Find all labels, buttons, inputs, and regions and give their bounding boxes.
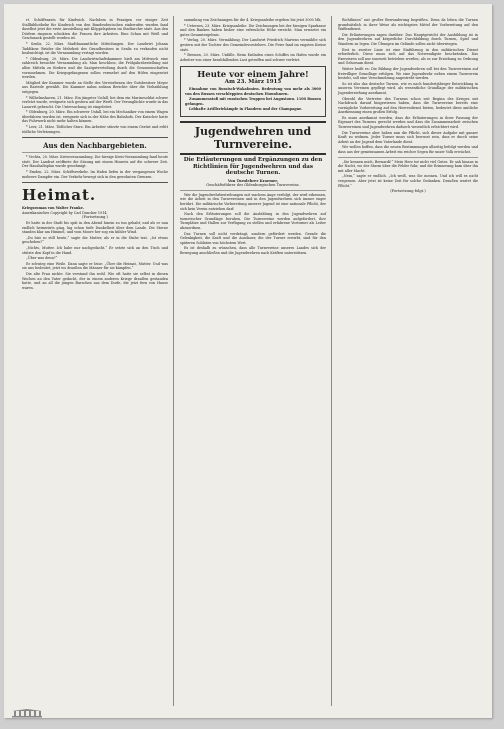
newspaper-page xyxy=(4,4,492,718)
serial-text: „Nichts, Mutter. Ich habe nur nachgedacht.“ Er setzte sich an den Tisch und stützte den Kopf in die Hand. xyxy=(22,245,168,255)
column-1 xyxy=(22,18,168,291)
feature-author-title: Geschäftsführer des Oldenburgischen Turnvereins. xyxy=(206,183,300,188)
serial-text: Die alte Frau nickte. Sie verstand ihn wohl. Wie oft hatte sie selbst in diesen Wochen an den Vater gedacht, der in einem anderen Kriege draußen gestanden hatte, und an all die jungen Burschen aus dem Dorfe, die jetzt fern von Hause waren. xyxy=(22,271,168,290)
article-text: * Oldenburg, 20. März. Die Landwirtschaftskammer hielt am Mittwoch eine zahlreich besuchte Versammlung ab. Man beschloss, die Frühjahrsbestellung mit allen Mitteln zu fördern und die Saatgutverteilung durch die Genossenschaften vorzunehmen. Die Kriegsgefangenen sollen vermehrt auf den Höfen eingesetzt werden. xyxy=(22,56,168,80)
anniversary-title: Heute vor einem Jahre! xyxy=(197,70,309,81)
anniversary-box xyxy=(180,66,326,117)
serial-text: Er hatte in der Stadt bis spät in den Abend hinein zu tun gehabt; und als er nun endlich heimwärts ging, lag schon tiefe Dunkelheit über dem Lande. Die Sterne standen klar am Himmel, und vom Moore her zog ein kühler Wind. xyxy=(22,221,168,235)
article-text: * Uetersen, 23. März. Kriegsanleihe. Die Zeichnungen bei der hiesigen Sparkasse und den Banken haben bisher eine erfreuliche Höhe erreicht. Man erwartet ein gutes Gesamtergebnis. xyxy=(180,23,326,37)
article-text: * Oldenburg, 20. März. Ein schwerer Unfall, bei ein Mechaniker von einem Wagen überfahren worden ist, ereignete sich in der Nähe des Bahnhofs. Der Kutscher hatte das Fuhrwerk nicht mehr halten können. xyxy=(22,110,169,124)
article-text: sammlung von Zeichnungen für die 4. Kriegsanleihe ergeben bis jetzt 3000 Mk. xyxy=(184,18,322,22)
feature-text: Nach den Erläuterungen soll die Ausbildung in den Jugendwehren auf turnerischer Grundlage beruhen. Die Turnvereine werden aufgefordert, ihre Turnplätze und Hallen zur Verfügung zu stellen und erfahrene Vorturner als Leiter abzuordnen. xyxy=(180,212,326,231)
serial-text: „Nein,“ sagte er endlich. „Ich weiß, was Sie meinen. Und ich will es nicht vergessen. Aber jetzt ist keine Zeit für solche Gedanken. Draußen wartet die Pflicht.“ xyxy=(338,174,478,188)
column-3 xyxy=(338,18,478,195)
feature-text: Das Turnen soll nicht verdrängt, sondern gefördert werden. Gerade die Gelenkigkeit, die Kraft und die Ausdauer, die der Turner erwirbt, sind für den späteren Soldaten von höchstem Wert. xyxy=(180,231,326,245)
article-text: * Senlis, 22. März. Stadtbauamtliche Mitteilungen. Der Landwirt Johann Taddikow. Brüder die Mehrheit des Grundbesitzes in Senlis zu verkaufen nicht beabsichtigt, ist die Versammlung vertagt worden. xyxy=(22,41,168,56)
divider xyxy=(22,152,168,153)
section-heading: Aus den Nachbargebieten. xyxy=(43,141,147,151)
serial-continued-note: (Fortsetzung folgt.) xyxy=(390,189,426,194)
article-text: * Leer, 21. März. Tödlicher Sturz. Ein Arbeiter stürzte von einem Gerüst und erlitt tödliche Verletzungen. xyxy=(22,125,168,134)
feature-text: Wer die Jugendwehrbestrebungen mit wachem Auge verfolgt, der wird erkennen, wie die Arbeit in den Turnvereinen und in den Jugendwehren sich immer enger berührt. Die militärische Vorbereitung unserer Jugend ist eine nationale Pflicht, der sich kein Verein entziehen darf. xyxy=(180,192,326,211)
anniversary-text: Einnahme von Russisch-Wakafonien. Bedeutung von mehr als 3000 von den Russen verschleppten deutschen Einwohnern. xyxy=(185,86,321,96)
serial-text: „Du bist so still heute,“ sagte die Mutter, als er in die Stube trat. „Ist etwas geschehen?“ xyxy=(22,235,168,245)
anniversary-text: Zusammenstoß mit russischen Truppen bei Augustowo. 1100 Russen gefangen. xyxy=(185,97,321,106)
serial-text: Er schwieg eine Weile. Dann sagte er leise: „Über die Heimat, Mutter. Und was sie uns bedeutet, jetzt wo draußen die Männer für sie kämpfen.“ xyxy=(22,261,168,271)
divider xyxy=(338,157,478,158)
article-text: * Vechta, 20. März. Kreisversammlung. Die hiesige Kreis-Versammlung fand heute statt. Der Landrat eröffnete die Sitzung mit einem Hinweis auf die schwere Zeit. Der Haushaltsplan wurde genehmigt. xyxy=(22,155,168,169)
article-text: rt. Schöffenrats für Kindwich. Nachdem in Penzigen vor einiger Zeit Stallbibliotheke für Kindwich von den Bundesdeutschen einberufen wurden fand daselbst jetzt die erste Ausstellung mit Klöppelspitzen im Stadtarchiv statt. Aus den Dörfern ringsum schickten die Frauen ihre Arbeiten. Eine Schau mit Weiß und Geschmack gestellt worden ist. xyxy=(22,18,168,41)
feature-author: Von Turnlehrer Kraemer, xyxy=(227,178,279,183)
feature-text: Die Turnvereine aber haben nun die Pflicht, sich dieser Aufgabe mit ganzer Kraft zu widmen. Jeder Turner muss sich bewusst sein, dass er durch seine Arbeit an der Jugend dem Vaterlande dient. xyxy=(338,130,478,144)
feature-text: Die Erläuterungen sagen darüber: Das Hauptgewicht der Ausbildung ist in den Jugendwehren auf körperliche Durchbildung durch Turnen, Spiel und Wandern zu legen. Die Übungen im Gelände sollen nicht überwiegen. xyxy=(338,32,478,46)
feature-text: Obwohl die Vertreter des Turnens schon seit Beginn des Krieges mit Nachdruck darauf hingewiesen haben, dass die Turnvereine bereits eine vorzügliche Vorbereitung auf den Heeresdienst bieten, bedeutet diese amtliche Anerkennung einen großen Erfolg. xyxy=(338,96,478,115)
feature-heading: Jugendwehren und Turnvereine. xyxy=(180,121,326,155)
column-2 xyxy=(180,18,326,257)
article-text: * Emden, 22. März. Schiffsverkehr. Im Hafen liefen in der vergangenen Woche mehrere Dampfer ein. Der Verkehr bewegt sich in den gewohnten Grenzen. xyxy=(22,170,168,179)
article-text: Mitglied der Kammer wurde an Stelle des Verstorbenen der Gutsbesitzer Meyer aus Rastede gewählt. Die Kammer nahm sodann Berichte über die Viehzählung entgegen. xyxy=(22,80,168,94)
feature-subheading: Die Erläuterungen und Ergänzungen zu den Richtlinien für Jugendwehren und das deutsche Turnen. xyxy=(183,156,323,177)
serial-subtitle: Kriegsroman von Walter Franke. xyxy=(22,206,84,211)
divider xyxy=(22,182,168,183)
serial-text: „Sie kennen mich, Bernardi!“ Mein Herz tut nicht viel Gutes. Er sah hinaus in die Nacht, wo der Sturm über die Felder fuhr, und die Erinnerung kam über ihn mit aller Macht. xyxy=(338,159,478,173)
serial-title: Heimat. xyxy=(22,186,97,205)
feature-text: Erst in zweiter Linie ist eine Einführung in den militärischen Dienst erforderlich. Diese muss sich auf das Notwendigste beschränken. Das Exerzieren soll nur insoweit betrieben werden, als es zur Erziehung zu Ordnung und Gehorsam dient. xyxy=(338,47,478,66)
feature-text: Richtlinien“ mit großer Bewunderung begrüßen. Denn da leben die Turnen grundsätzlich in ihrer Weise als wichtigstes Mittel der Vorbereitung auf den Waffendienst. xyxy=(338,18,478,32)
serial-continued: (Fortsetzung.) xyxy=(82,215,108,220)
article-text: * Bremen, 20. März. Unfälle. Beim Entladen eines Schiffes im Hafen wurde ein Arbeiter von einer herabfallenden Last getroffen und schwer verletzt. xyxy=(180,53,326,62)
column-rule-right xyxy=(331,16,332,706)
feature-text: Weiter heißt es: Die Bildung der Jugendwehren soll bei den Turnvereinen auf freiwilliger Grundlage erfolgen. Wo eine Jugendwehr neben einem Turnverein besteht, soll eine Verschmelzung angestrebt werden. xyxy=(338,66,478,81)
feature-text: Wir wollen hoffen, dass die neuen Bestimmungen allseitig befolgt werden und dass aus der gemeinsamen Arbeit ein reicher Segen für unser Volk erwächst. xyxy=(338,145,478,155)
anniversary-text: Lebhafte Artilleriekämpfe in Flandern und der Champagne. xyxy=(189,107,303,112)
article-text: * Verlag, 20. März. Vermählung. Der Landwirt Friedrich Martens vermählte sich gestern mit der Tochter des Gemeindevorstehers. Die Feier fand im engsten Kreise statt. xyxy=(180,38,326,52)
divider xyxy=(22,137,168,138)
anniversary-date: Am 23. März 1915 xyxy=(224,79,282,86)
feature-text: So ist also das deutsche Turnen, wie es nach hundertjähriger Entwicklung in unseren Vereinen gepflegt wird, als wesentliche Grundlage der militärischen Jugenderziehung anerkannt. xyxy=(338,81,478,95)
column-rule-left xyxy=(173,16,174,706)
archive-logo xyxy=(12,709,42,719)
article-text: * Wilhelmshaven, 21. März. Ein jüngster Unfall, bei dem ein Marinesoldat schwer verletzt wurde, ereignete sich gestern auf der Werft. Der Verunglückte wurde in das Lazarett gebracht. Die Untersuchung ist eingeleitet. xyxy=(22,95,168,109)
serial-copyright: Amerikanisches Copyright by Carl Duncker 1914. xyxy=(22,210,108,215)
divider xyxy=(180,190,326,191)
feature-text: Es muss anerkannt werden, dass die Erläuterungen in ihrer Fassung der Eigenart des Turnens gerecht werden und dass die Zusammenarbeit zwischen Turnvereinen und Jugendwehren dadurch wesentlich erleichtert wird. xyxy=(338,115,478,130)
serial-text: „Über was denn?“ xyxy=(26,256,58,261)
feature-text: Es ist deshalb zu wünschen, dass alle Turnvereine unseres Landes sich der Bewegung anschließen und die Jugendwehren nach Kräften unterstützen. xyxy=(180,246,326,255)
